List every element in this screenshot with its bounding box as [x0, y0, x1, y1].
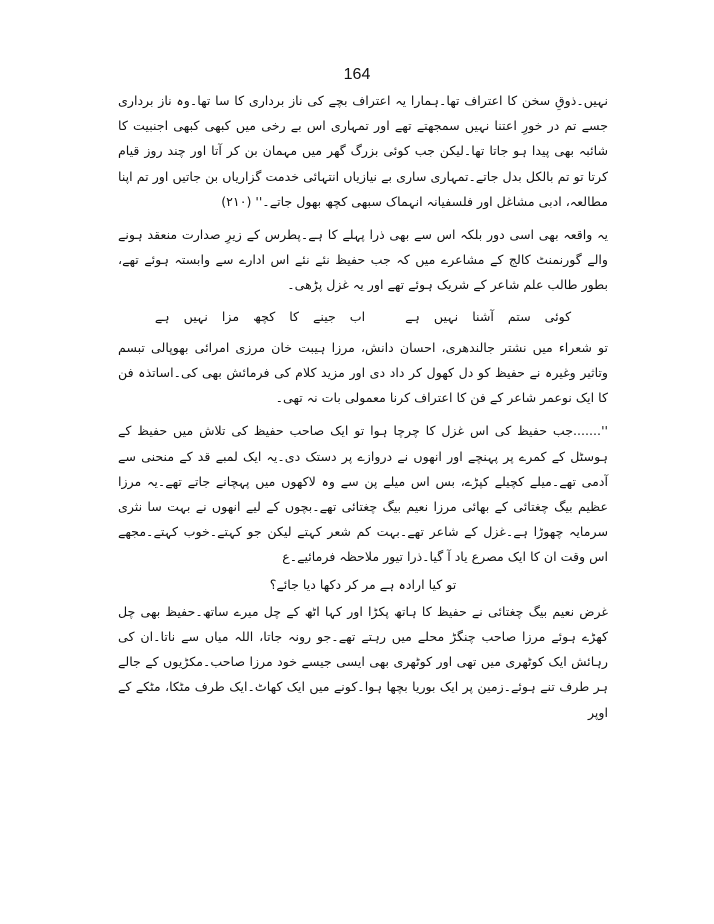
page-number: 164 [343, 66, 371, 83]
verse-line: تو کیا ارادہ ہے مر کر دکھا دیا جائے؟ [269, 576, 457, 592]
verse-couplet [118, 304, 608, 329]
paragraph-5: غرض نعیم بیگ چغتائی نے حفیظ کا ہاتھ پکڑا اور کہا اٹھ کے چل میرے ساتھ۔حفیظ بھی چل کھڑے ہوئے مرزا صاحب چنگڑ محلے میں رہتے تھے۔جو رونہ جاتا، اللہ میاں سے ناتا۔ان کی رہائش ایک کوٹھری میں تھی اور کوٹھری بھی ایسی جیسے خود مرزا صاحب۔مکڑیوں کے جالے ہر طرف تنے ہوئے۔زمین پر ایک بوریا بچھا ہوا۔کونے میں ایک کھاٹ۔ایک طرف مٹکا، مٹکے کے اوپر [118, 603, 608, 720]
verse-second-hemistich: اب جینے کا کچھ مزا نہیں ہے [154, 308, 366, 324]
body-text [118, 88, 608, 725]
paragraph-2: یہ واقعہ بھی اسی دور بلکہ اس سے بھی ذرا پہلے کا ہے۔پطرس کے زیرِ صدارت منعقد ہونے والے گورنمنٹ کالج کے مشاعرے میں کہ جب حفیظ نئے نئے اس ادارے سے وابستہ ہوئے تھے، بطور طالب علم شاعر کے شریک ہوئے تھے اور یہ غزل پڑھی۔ [118, 227, 608, 293]
paragraph-3: تو شعراء میں نشتر جالندھری، احسان دانش، مرزا ہیبت خان مرزی امرائی بھوپالی تبسم وتاثیر وغیرہ نے حفیظ کو دل کھول کر داد دی اور مزید کلام کی فرمائش بھی کی۔اساتذہ فن کا ایک نوعمر شاعر کے فن کا اعتراف کرنا معمولی بات نہ تھی۔ [118, 339, 608, 406]
paragraph-1: نہیں۔ذوقِ سخن کا اعتراف تھا۔ہمارا یہ اعتراف بچے کی ناز برداری کا سا تھا۔وہ ناز برداری جسے تم در خورِ اعتنا نہیں سمجھتے تھے اور تمہاری اس بے رخی میں کبھی کبھی اجنبیت کا شائبہ بھی پیدا ہو جاتا تھا۔لیکن جب کوئی بزرگ گھر میں مہمان بن کر آتا اور چند روز قیام کرتا تو تم بالکل بدل جاتے۔تمہاری ساری بے نیازیاں انتہائی خدمت گزاریاں بن جاتیں اور تم اپنا مطالعہ، ادبی مشاغل اور فلسفیانہ انہماک سبھی کچھ بھول جاتے۔'' (۲۱۰) [118, 93, 608, 209]
verse-first-hemistich: کوئی ستم آشنا نہیں ہے [405, 308, 572, 324]
quoted-paragraph: ''.......جب حفیظ کی اس غزل کا چرچا ہوا تو ایک صاحب حفیظ کی تلاش میں حفیظ کے ہوسٹل کے کمرے پر پہنچے اور انھوں نے دروازے پر دستک دی۔یہ ایک لمبے قد کے منحنی سے آدمی تھے۔میلے کچیلے کپڑے، بس اس میلے پن سے وہ لاکھوں میں پہچانے جاتے تھے۔یہ مرزا عظیم بیگ چغتائی کے بھائی مرزا نعیم بیگ چغتائی تھے۔بچوں کے لیے انھوں نے بہت سا نثری سرمایہ چھوڑا ہے۔غزل کے شاعر تھے۔بہت کم شعر کہتے لیکن جو کہتے۔خوب کہتے۔مجھے اس وقت ان کا ایک مصرع یاد آ گیا۔ذرا تیور ملاحظہ فرمائیے۔ع [118, 423, 608, 565]
